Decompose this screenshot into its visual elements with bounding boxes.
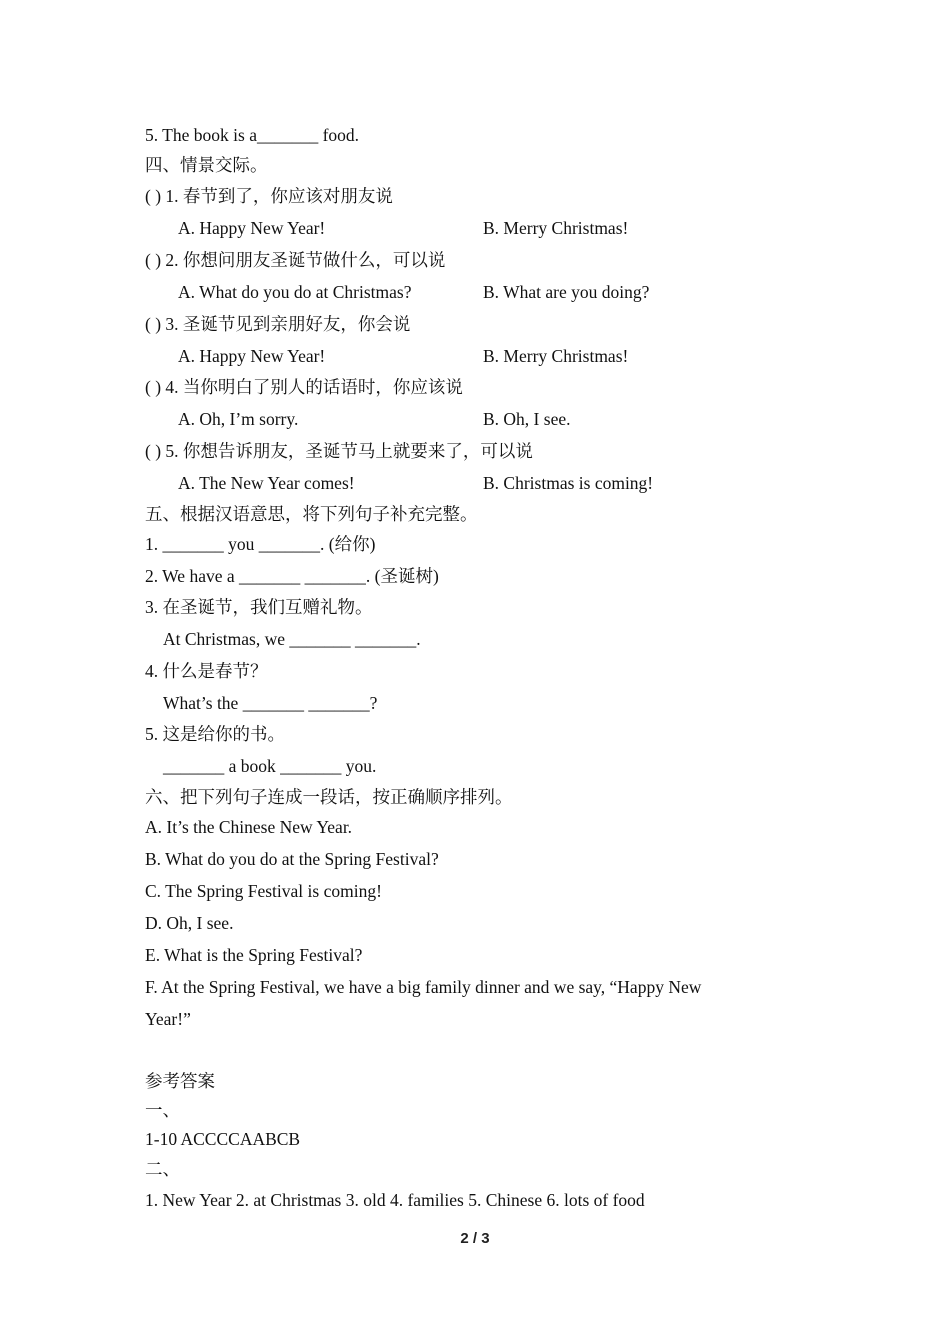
option-b: B. Oh, I see.: [483, 409, 571, 429]
page-number: 2 / 3: [460, 1230, 490, 1247]
sentence-item: C. The Spring Festival is coming!: [145, 881, 382, 901]
answers-line: 1-10 ACCCCAABCB: [145, 1129, 301, 1149]
section-title: 四、情景交际。: [145, 155, 268, 175]
question-line: 4. 什么是春节？: [145, 661, 268, 681]
answers-title: 参考答案: [145, 1071, 215, 1091]
question-english-line: _______ a book _______ you.: [163, 756, 377, 776]
question-line: 5. The book is a_______ food.: [145, 125, 360, 145]
option-b: B. Merry Christmas!: [483, 346, 629, 366]
sentence-item: B. What do you do at the Spring Festival?: [145, 849, 439, 869]
question-line: ( ) 5. 你想告诉朋友，圣诞节马上就要来了，可以说: [145, 441, 533, 461]
question-line: ( ) 3. 圣诞节见到亲朋好友，你会说: [145, 314, 411, 334]
sentence-item: F. At the Spring Festival, we have a big family dinner and we say, “Happy New: [145, 977, 702, 997]
option-a: A. Oh, I’m sorry.: [178, 409, 299, 429]
answers-section-head: 二、: [145, 1159, 180, 1179]
question-line: ( ) 2. 你想问朋友圣诞节做什么，可以说: [145, 250, 446, 270]
sentence-item-continued: Year!”: [145, 1009, 191, 1029]
sentence-item: E. What is the Spring Festival?: [145, 945, 363, 965]
section-title: 六、把下列句子连成一段话，按正确顺序排列。: [145, 787, 513, 807]
option-b: B. Christmas is coming!: [483, 473, 654, 493]
question-line: 1. _______ you _______. (给你): [145, 534, 376, 554]
option-b: B. Merry Christmas!: [483, 218, 629, 238]
option-b: B. What are you doing?: [483, 282, 650, 302]
question-line: 5. 这是给你的书。: [145, 724, 285, 744]
answers-section-head: 一、: [145, 1100, 180, 1120]
question-line: 3. 在圣诞节，我们互赠礼物。: [145, 597, 373, 617]
question-line: ( ) 4. 当你明白了别人的话语时，你应该说: [145, 377, 463, 397]
option-a: A. What do you do at Christmas?: [178, 282, 412, 302]
question-line: ( ) 1. 春节到了，你应该对朋友说: [145, 186, 393, 206]
section-title: 五、根据汉语意思，将下列句子补充完整。: [145, 504, 478, 524]
answers-line: 1. New Year 2. at Christmas 3. old 4. families 5. Chinese 6. lots of food: [145, 1190, 645, 1210]
question-line: 2. We have a _______ _______. (圣诞树): [145, 566, 439, 586]
option-a: A. Happy New Year!: [178, 218, 326, 238]
question-english-line: What’s the _______ _______?: [163, 693, 378, 713]
option-a: A. Happy New Year!: [178, 346, 326, 366]
option-a: A. The New Year comes!: [178, 473, 355, 493]
question-english-line: At Christmas, we _______ _______.: [163, 629, 421, 649]
sentence-item: D. Oh, I see.: [145, 913, 234, 933]
sentence-item: A. It’s the Chinese New Year.: [145, 817, 353, 837]
